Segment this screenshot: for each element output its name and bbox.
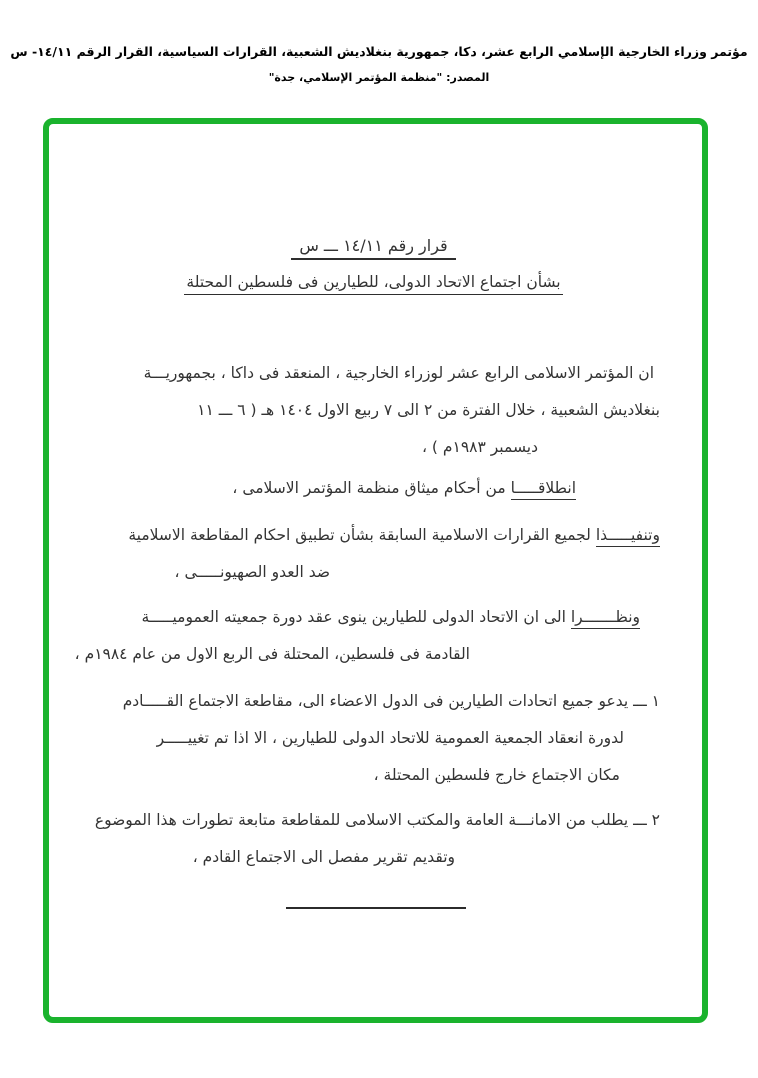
document-line [87,554,330,591]
resolution-number-text: قرار رقم ١٤/١١ ـــ س [291,236,455,260]
line-text: مكان الاجتماع خارج فلسطين المحتلة ، [373,766,620,784]
source-header-line-2: المصدر: "منظمة المؤتمر الإسلامي، جدة" [268,71,490,84]
underlined-lead-word: ونظـــــــرا [571,608,640,629]
document-line [87,720,624,757]
source-header [0,44,758,84]
document-frame [43,118,708,1023]
underlined-lead-word: انطلاقـــــا [511,479,576,500]
underlined-lead-word: وتنفيـــــذا [596,526,660,547]
resolution-subject-text: بشأن اجتماع الاتحاد الدولى، للطيارين فى فلسطين المحتلة [184,273,562,295]
line-text: ١ ـــ يدعو جميع اتحادات الطيارين فى الدول الاعضاء الى، مقاطعة الاجتماع القـــــادم [122,692,660,710]
document-line [87,839,455,876]
document-line [87,470,576,507]
resolution-number-title [87,236,660,260]
line-text: القادمة فى فلسطين، المحتلة فى الربع الاول من عام ١٩٨٤م ، [74,645,470,663]
resolution-subject-title [87,273,660,295]
document-line-item-2 [87,802,660,839]
document-line [87,757,620,794]
document-line [87,392,660,429]
document-body [49,124,702,1017]
document-line [87,517,660,554]
document-line [87,355,654,392]
line-text: ٢ ـــ يطلب من الامانـــة العامة والمكتب الاسلامى للمقاطعة متابعة تطورات هذا الموضوع [94,811,660,829]
document-line-item-1 [87,683,660,720]
source-header-line-1: مؤتمر وزراء الخارجية الإسلامي الرابع عشر، دكا، جمهورية بنغلاديش الشعبية، القرارات السياسية، القرار الرقم ١٤/١١- س [10,44,748,59]
document-line [74,636,470,673]
line-text: وتقديم تقرير مفصل الى الاجتماع القادم ، [192,848,455,866]
document-line [87,599,640,636]
line-text: بنغلاديش الشعبية ، خلال الفترة من ٢ الى ٧ ربيع الاول ١٤٠٤ هـ ( ٦ ـــ ١١ [197,401,660,419]
line-text: ضد العدو الصهيونـــــى ، [174,563,330,581]
document-line [87,429,538,466]
line-text: من أحكام ميثاق منظمة المؤتمر الاسلامى ، [232,479,511,497]
line-text: لدورة انعقاد الجمعية العمومية للاتحاد الدولى للطيارين ، الا اذا تم تغييـــــر [156,729,624,747]
line-text: ان المؤتمر الاسلامى الرابع عشر لوزراء الخارجية ، المنعقد فى داكا ، بجمهوريـــة [143,364,654,382]
line-text: الى ان الاتحاد الدولى للطيارين ينوى عقد دورة جمعيته العموميـــــة [141,608,571,626]
line-text: ديسمبر ١٩٨٣م ) ، [422,438,538,456]
separator-line [286,907,466,909]
line-text: لجميع القرارات الاسلامية السابقة بشأن تطبيق احكام المقاطعة الاسلامية [128,526,596,544]
